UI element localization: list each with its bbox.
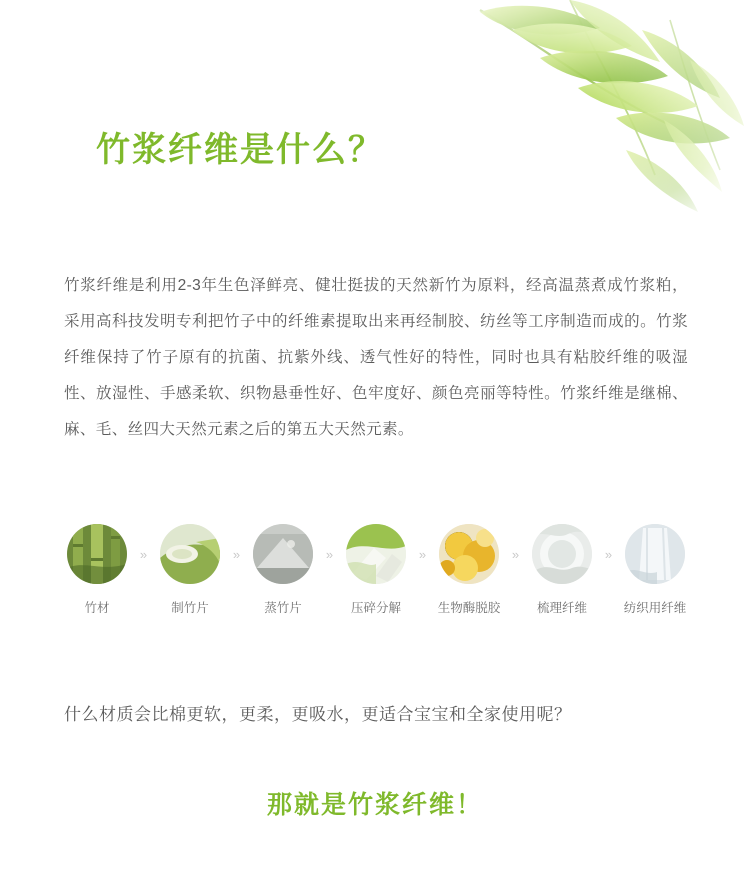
process-step-label: 生物酶脱胶 [437, 601, 501, 615]
process-arrow: » [325, 547, 334, 562]
process-step-steam [250, 524, 316, 616]
description-paragraph: 竹浆纤维是利用2-3年生色泽鲜亮、健壮挺拔的天然新竹为原料，经高温蒸煮成竹浆粕，采用高科技发明专利把竹子中的纤维素提取出来再经制胶、纺丝等工序制造而成的。竹浆纤维保持了竹子原有的抗菌、抗紫外线、透气性好的特性，同时也具有粘胶纤维的吸湿性、放湿性、手感柔软、织物悬垂性好、色牢度好、颜色亮丽等特性。竹浆纤维是继棉、麻、毛、丝四大天然元素之后的第五大天然元素。 [64, 277, 688, 438]
process-step-chip [157, 524, 223, 616]
process-step-label: 竹材 [84, 601, 110, 615]
closing-question: 什么材质会比棉更软，更柔，更吸水，更适合宝宝和全家使用呢？ [64, 705, 572, 724]
enzyme-degumming-icon [439, 524, 499, 584]
closing-answer: 那就是竹浆纤维！ [266, 791, 483, 819]
bamboo-chip-icon [160, 524, 220, 584]
process-arrow: » [418, 547, 427, 562]
process-step-label: 压碎分解 [350, 601, 401, 615]
process-step-label: 蒸竹片 [264, 601, 302, 615]
textile-fiber-icon [625, 524, 685, 584]
process-flow [64, 524, 688, 616]
crushing-icon [346, 524, 406, 584]
process-arrow: » [232, 547, 241, 562]
process-step-bamboo [64, 524, 130, 616]
page-title: 竹浆纤维是什么？ [96, 131, 384, 169]
fiber-combing-icon [532, 524, 592, 584]
steaming-chip-icon [253, 524, 313, 584]
process-arrow: » [604, 547, 613, 562]
bamboo-leaves-icon [420, 0, 750, 250]
process-step-label: 梳理纤维 [536, 601, 587, 615]
process-step-comb [529, 524, 595, 616]
process-step-label: 纺织用纤维 [623, 601, 687, 615]
process-step-crush [343, 524, 409, 616]
bamboo-stalk-icon [67, 524, 127, 584]
process-step-enzyme [436, 524, 502, 616]
process-arrow: » [139, 547, 148, 562]
process-arrow: » [511, 547, 520, 562]
process-step-label: 制竹片 [171, 601, 209, 615]
process-step-textile [622, 524, 688, 616]
